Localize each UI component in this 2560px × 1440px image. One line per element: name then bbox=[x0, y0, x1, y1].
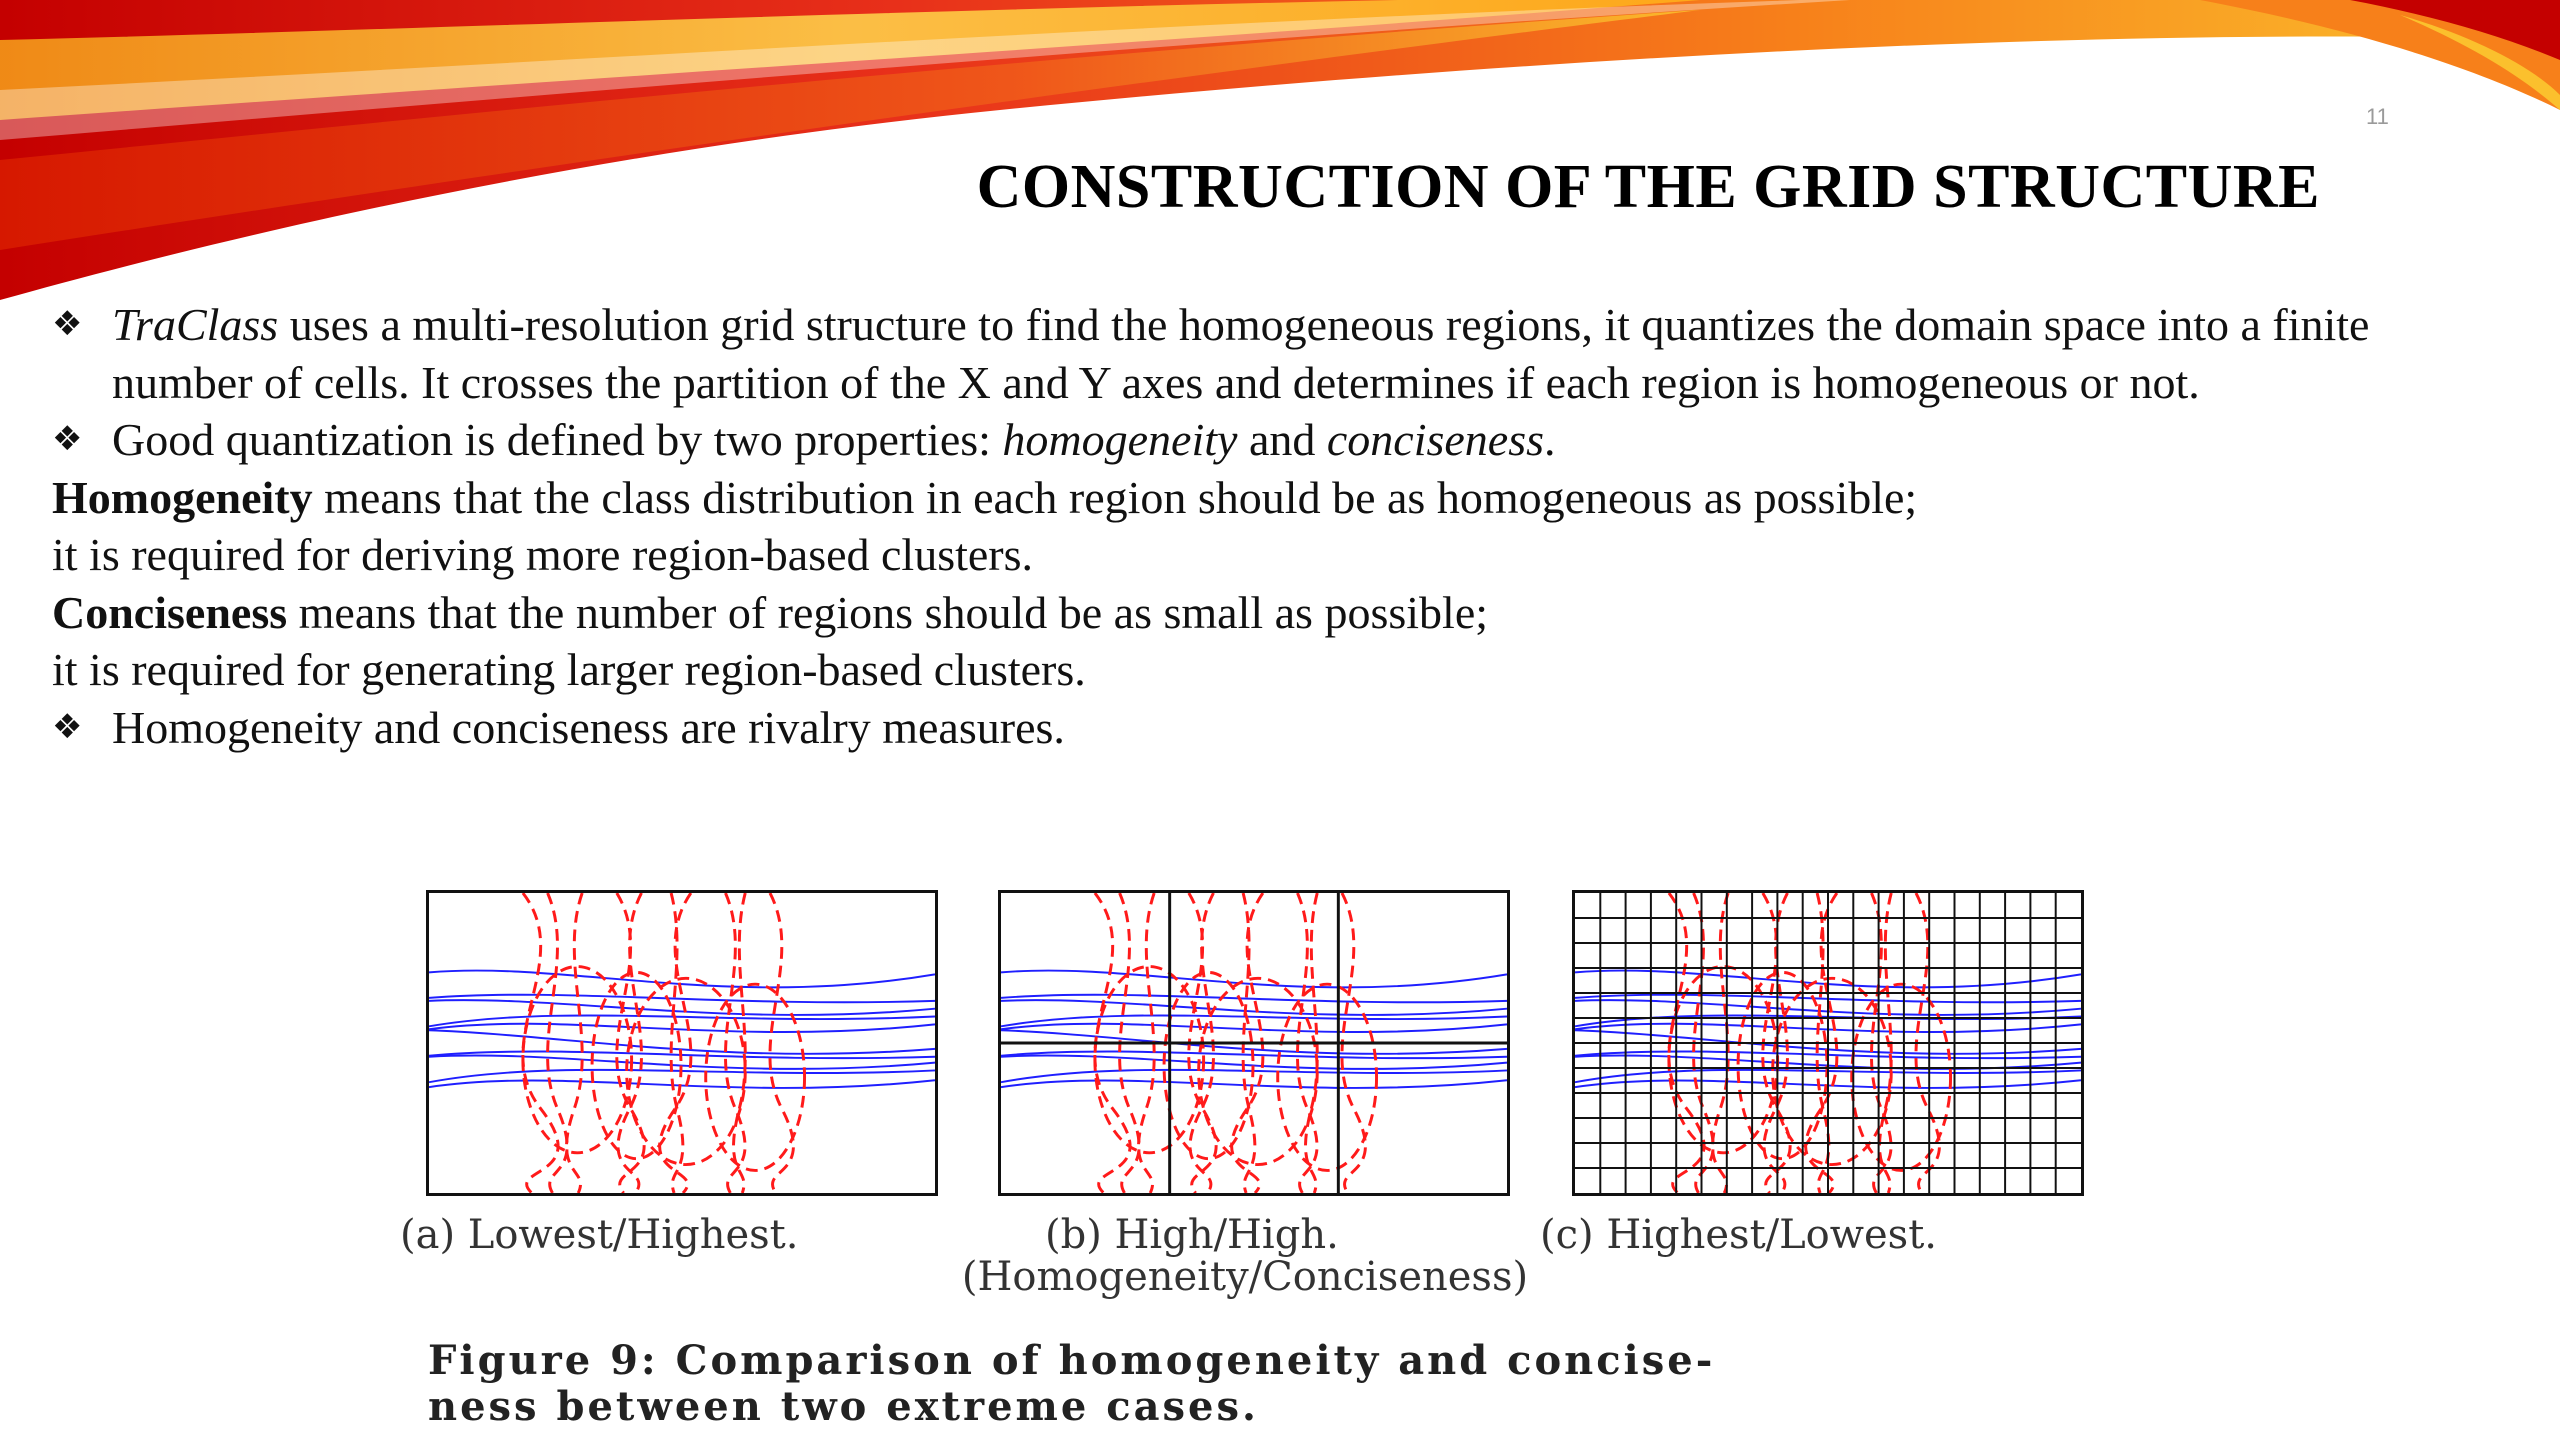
figure-caption bbox=[428, 1338, 2088, 1430]
conciseness-line2: it is required for generating larger region-based clusters. bbox=[52, 644, 1086, 695]
homogeneity-definition bbox=[52, 469, 2472, 527]
rivalry-text: Homogeneity and conciseness are rivalry measures. bbox=[112, 701, 1065, 753]
bullet-traclass bbox=[52, 296, 2472, 411]
homogeneity-term-italic: homogeneity bbox=[1002, 414, 1238, 465]
subcaption-a: (a) Lowest/Highest. bbox=[400, 1212, 799, 1258]
blue-trajectory bbox=[429, 1024, 935, 1032]
slide-body bbox=[52, 296, 2472, 756]
quantization-text-mid: and bbox=[1237, 414, 1327, 465]
figure-panel-c bbox=[1572, 890, 2084, 1196]
quantization-text-end: . bbox=[1544, 414, 1556, 465]
figure-grid-comparison bbox=[400, 890, 2100, 1430]
homogeneity-line1: means that the class distribution in each region should be as homogeneous as possible; bbox=[312, 471, 1918, 523]
diamond-bullet-icon: ❖ bbox=[52, 419, 83, 459]
figure-panel-a bbox=[426, 890, 938, 1196]
slide-title: CONSTRUCTION OF THE GRID STRUCTURE bbox=[976, 153, 2320, 221]
trajectory-plot-a bbox=[429, 893, 935, 1193]
bullet-rivalry bbox=[52, 699, 2472, 757]
trajectory-plot-b bbox=[1001, 893, 1507, 1193]
red-trajectory bbox=[660, 893, 691, 1193]
traclass-term: TraClass bbox=[112, 299, 279, 350]
subcaption-c: (c) Highest/Lowest. bbox=[1540, 1212, 1937, 1258]
red-trajectory-loop bbox=[1278, 984, 1377, 1170]
homogeneity-line2: it is required for deriving more region-based clusters. bbox=[52, 529, 1034, 580]
bullet-quantization bbox=[52, 411, 2472, 469]
subcaption-b: (b) High/High. bbox=[1045, 1212, 1339, 1258]
conciseness-definition bbox=[52, 584, 2472, 642]
homogeneity-term: Homogeneity bbox=[52, 471, 313, 523]
subcaption-axis-note: (Homogeneity/Conciseness) bbox=[961, 1254, 1529, 1300]
conciseness-term: Conciseness bbox=[52, 586, 288, 638]
conciseness-term-italic: conciseness bbox=[1326, 414, 1545, 465]
quantization-text-start: Good quantization is defined by two properties: bbox=[112, 414, 1003, 465]
figure-panel-b bbox=[998, 890, 1510, 1196]
red-trajectory-loop bbox=[706, 984, 805, 1170]
diamond-bullet-icon: ❖ bbox=[52, 706, 83, 747]
red-trajectory bbox=[770, 893, 793, 1193]
figure-caption-line1: Figure 9: Comparison of homogeneity and concise- bbox=[428, 1337, 1716, 1384]
red-trajectory bbox=[567, 893, 583, 1193]
red-trajectory bbox=[671, 893, 683, 1193]
blue-trajectory bbox=[1001, 1080, 1507, 1088]
conciseness-line1: means that the number of regions should be as small as possible; bbox=[287, 586, 1489, 638]
bullet-traclass-text: uses a multi-resolution grid structure to find the homogeneous regions, it quantizes the domain space into a finite number of cells. It crosses the partition of the X and Y axes and determines if each region is homogeneous or not. bbox=[112, 299, 2370, 408]
figure-caption-line2: ness between two extreme cases. bbox=[428, 1383, 1259, 1430]
blue-trajectory bbox=[1001, 1024, 1507, 1032]
blue-trajectory bbox=[429, 1080, 935, 1088]
trajectory-plot-c bbox=[1575, 893, 2081, 1193]
slide-number: 11 bbox=[2366, 104, 2389, 129]
red-trajectory bbox=[523, 893, 558, 1193]
diamond-bullet-icon: ❖ bbox=[52, 304, 83, 344]
blue-trajectory bbox=[429, 1030, 935, 1054]
